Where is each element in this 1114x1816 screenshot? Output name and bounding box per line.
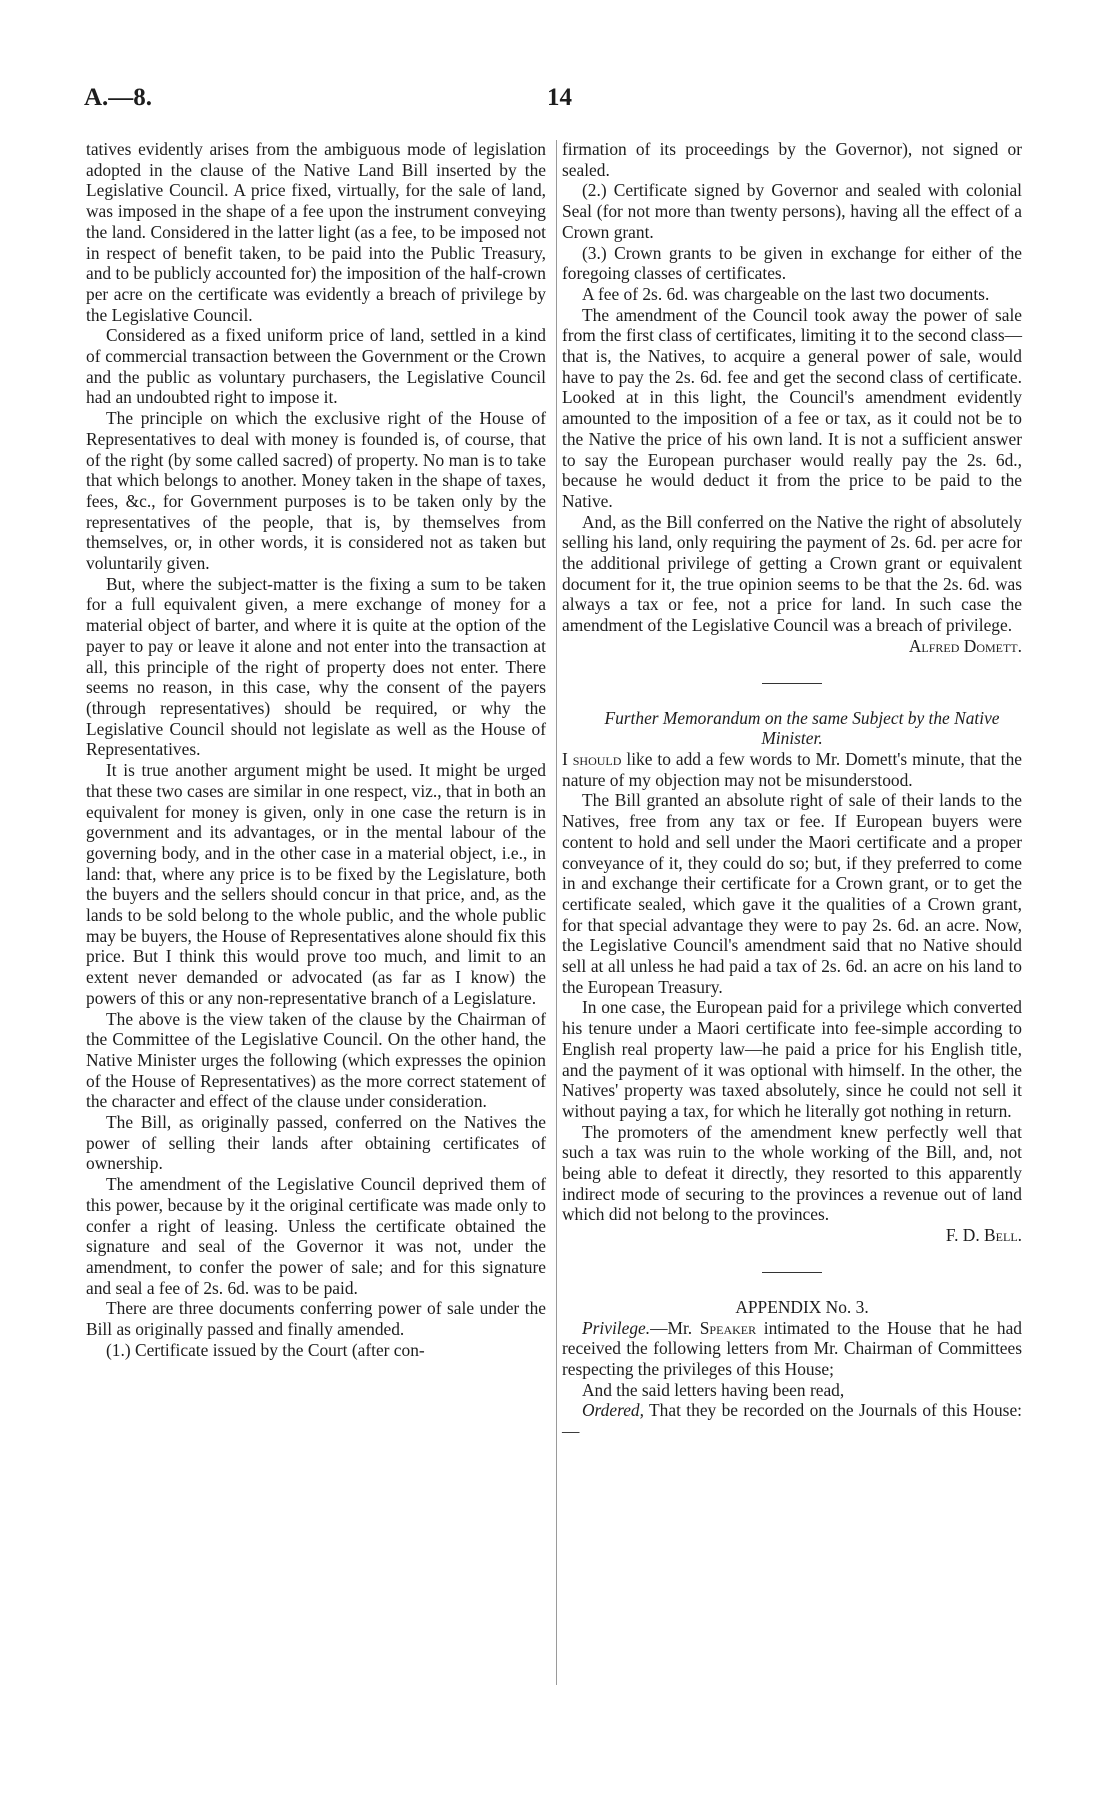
paragraph <box>562 1318 1022 1380</box>
paragraph: firmation of its proceedings by the Governor), not signed or sealed. <box>562 139 1022 180</box>
paragraph-text: intimated to the House that he had received the following letters from Mr. Chairman of Committees respecting the privileges of this House; <box>562 1317 1022 1379</box>
label-ordered: Ordered, <box>582 1400 644 1421</box>
paragraph-text: —Mr. <box>650 1317 700 1338</box>
paragraph <box>562 749 1022 790</box>
signature-bell: F. D. Bell. <box>945 1225 1022 1246</box>
paragraph: The amendment of the Council took away the power of sale from the first class of certificates, limiting it to the second class—that is, the Natives, to acquire a general power of sale, would have to pay the 2s. 6d. fee and get the second class of certificate. Looked at in this light, the Council's amendment evidently amounted to the imposition of a fee or tax, as it could not be to the Native the price of his own land. It is not a sufficient answer to say the European purchaser would really pay the 2s. 6d., because he would deduct it from the price to be paid to the Native. <box>562 304 1022 511</box>
document-reference: A.—8. <box>84 84 153 111</box>
paragraph: The promoters of the amendment knew perfectly well that such a tax was ruin to the whole working of the Bill, and, not being able to defeat it directly, they resorted to this apparently indirect mode of securing to the provinces a revenue out of land which did not belong to the provinces. <box>562 1121 1022 1225</box>
memorandum-title: Further Memorandum on the same Subject by the Native Minister. <box>604 707 1000 749</box>
paragraph: The Bill, as originally passed, conferred on the Natives the power of selling their lands after obtaining certificates of ownership. <box>86 1112 546 1174</box>
label-privilege: Privilege. <box>582 1317 651 1338</box>
paragraph: But, where the subject-matter is the fixing a sum to be taken for a full equivalent given, a mere exchange of money for a material object of barter, and where it is quite at the option of the payer to pay or leave it alone and not enter into the transaction at all, this principle of the right of property does not enter. There seems no reason, in this case, why the consent of the payers (through representatives) should be required, or why the Legislative Council should not legislate as well as the House of Representatives. <box>86 573 546 760</box>
paragraph: The Bill granted an absolute right of sale of their lands to the Natives, free from any tax or fee. If European buyers were content to hold and sell under the Maori certificate and a proper conveyance of it, they could do so; but, if they preferred to come in and exchange their certificate for a Crown grant, or to get the certificate sealed, which gave it the qualities of a Crown grant, for that special advantage they were to pay 2s. 6d. an acre. Now, the Legislative Council's amendment said that no Native should sell at all unless he had paid a tax of 2s. 6d. an acre on his land to the European Treasury. <box>562 790 1022 997</box>
paragraph: And, as the Bill conferred on the Native the right of absolutely selling his land, only requiring the payment of 2s. 6d. per acre for the additional privilege of getting a Crown grant or equivalent document for it, the true opinion seems to be that the 2s. 6d. was always a tax or fee, not a price for land. In such case the amendment of the Legislative Council was a breach of privilege. <box>562 511 1022 636</box>
page-number: 14 <box>547 84 572 111</box>
paragraph: The above is the view taken of the clause by the Chairman of the Committee of the Legislative Council. On the other hand, the Native Minister urges the following (which expresses the opinion of the House of Representatives) as the more correct statement of the character and effect of the clause under consideration. <box>86 1008 546 1112</box>
paragraph-text: That they be recorded on the Journals of this House:— <box>562 1400 1022 1442</box>
lead-words: I should <box>562 748 622 769</box>
paragraph: It is true another argument might be used. It might be urged that these two cases are similar in one respect, viz., that in both an equivalent for money is given, only in one case the return is in government and its advantages, or in the mental labour of the governing body, and in the other case in a material object, i.e., in land: that, where any price is to be fixed by the Legislature, both the buyers and the sellers should concur in that price, and, as the lands to be sold belong to the whole public, and the whole public may be buyers, the House of Representatives alone should fix this price. But I think this would prove too much, and limit to an extent never demanded or advocated (as far as I know) the powers of this or any non-representative branch of a Legislature. <box>86 760 546 1008</box>
right-column <box>562 139 1022 1442</box>
page-header <box>84 84 1030 124</box>
paragraph: In one case, the European paid for a privilege which converted his tenure under a Maori certificate into fee-simple according to English real property law—he paid a price for his English title, and the payment of it was optional with himself. In the other, the Natives' property was taxed absolutely, since he could not sell it without paying a tax, for which he literally got nothing in return. <box>562 997 1022 1121</box>
column-divider <box>556 140 557 1685</box>
paragraph <box>562 1400 1022 1441</box>
paragraph: A fee of 2s. 6d. was chargeable on the last two documents. <box>582 283 990 304</box>
paragraph: (2.) Certificate signed by Governor and sealed with colonial Seal (for not more than twenty persons), having all the effect of a Crown grant. <box>562 180 1022 242</box>
signature-domett: Alfred Domett. <box>908 635 1022 656</box>
paragraph: The principle on which the exclusive right of the House of Representatives to deal with money is founded is, of course, that of the right (by some called sacred) of property. No man is to take that which belongs to another. Money taken in the shape of taxes, fees, &c., for Government purposes is to be taken only by the representatives of the people, that is, by themselves from themselves, or, in other words, it is considered not as taken but voluntarily given. <box>86 408 546 574</box>
paragraph-text: like to add a few words to Mr. Domett's minute, that the nature of my objection may not be misunderstood. <box>562 748 1023 790</box>
section-separator <box>762 683 822 684</box>
speaker-word: Speaker <box>699 1317 757 1338</box>
left-column <box>86 139 546 1360</box>
paragraph: (1.) Certificate issued by the Court (after con- <box>106 1339 425 1360</box>
paragraph: And the said letters having been read, <box>582 1379 845 1400</box>
paragraph: Considered as a fixed uniform price of land, settled in a kind of commercial transaction between the Government or the Crown and the public as voluntary purchasers, the Legislative Council had an undoubted right to impose it. <box>86 325 546 408</box>
paragraph: (3.) Crown grants to be given in exchange for either of the foregoing classes of certificates. <box>562 242 1022 284</box>
appendix-title: APPENDIX No. 3. <box>735 1296 869 1317</box>
paragraph: The amendment of the Legislative Council deprived them of this power, because by it the original certificate was made only to confer a right of leasing. Unless the certificate obtained the signature and seal of the Governor it was not, under the amendment, to confer the power of sale; and for this signature and seal a fee of 2s. 6d. was to be paid. <box>86 1174 546 1298</box>
paragraph: tatives evidently arises from the ambiguous mode of legislation adopted in the clause of the Native Land Bill inserted by the Legislative Council. A price fixed, virtually, for the sale of land, was imposed in the shape of a fee upon the instrument conveying the land. Considered in the latter light (as a fee, to be imposed not in respect of benefit taken, to be paid into the Public Treasury, and to be publicly accounted for) the imposition of the half-crown per acre on the certificate was evidently a breach of privilege by the Legislative Council. <box>86 139 546 325</box>
section-separator <box>762 1272 822 1273</box>
paragraph: There are three documents conferring power of sale under the Bill as originally passed and finally amended. <box>86 1298 546 1340</box>
